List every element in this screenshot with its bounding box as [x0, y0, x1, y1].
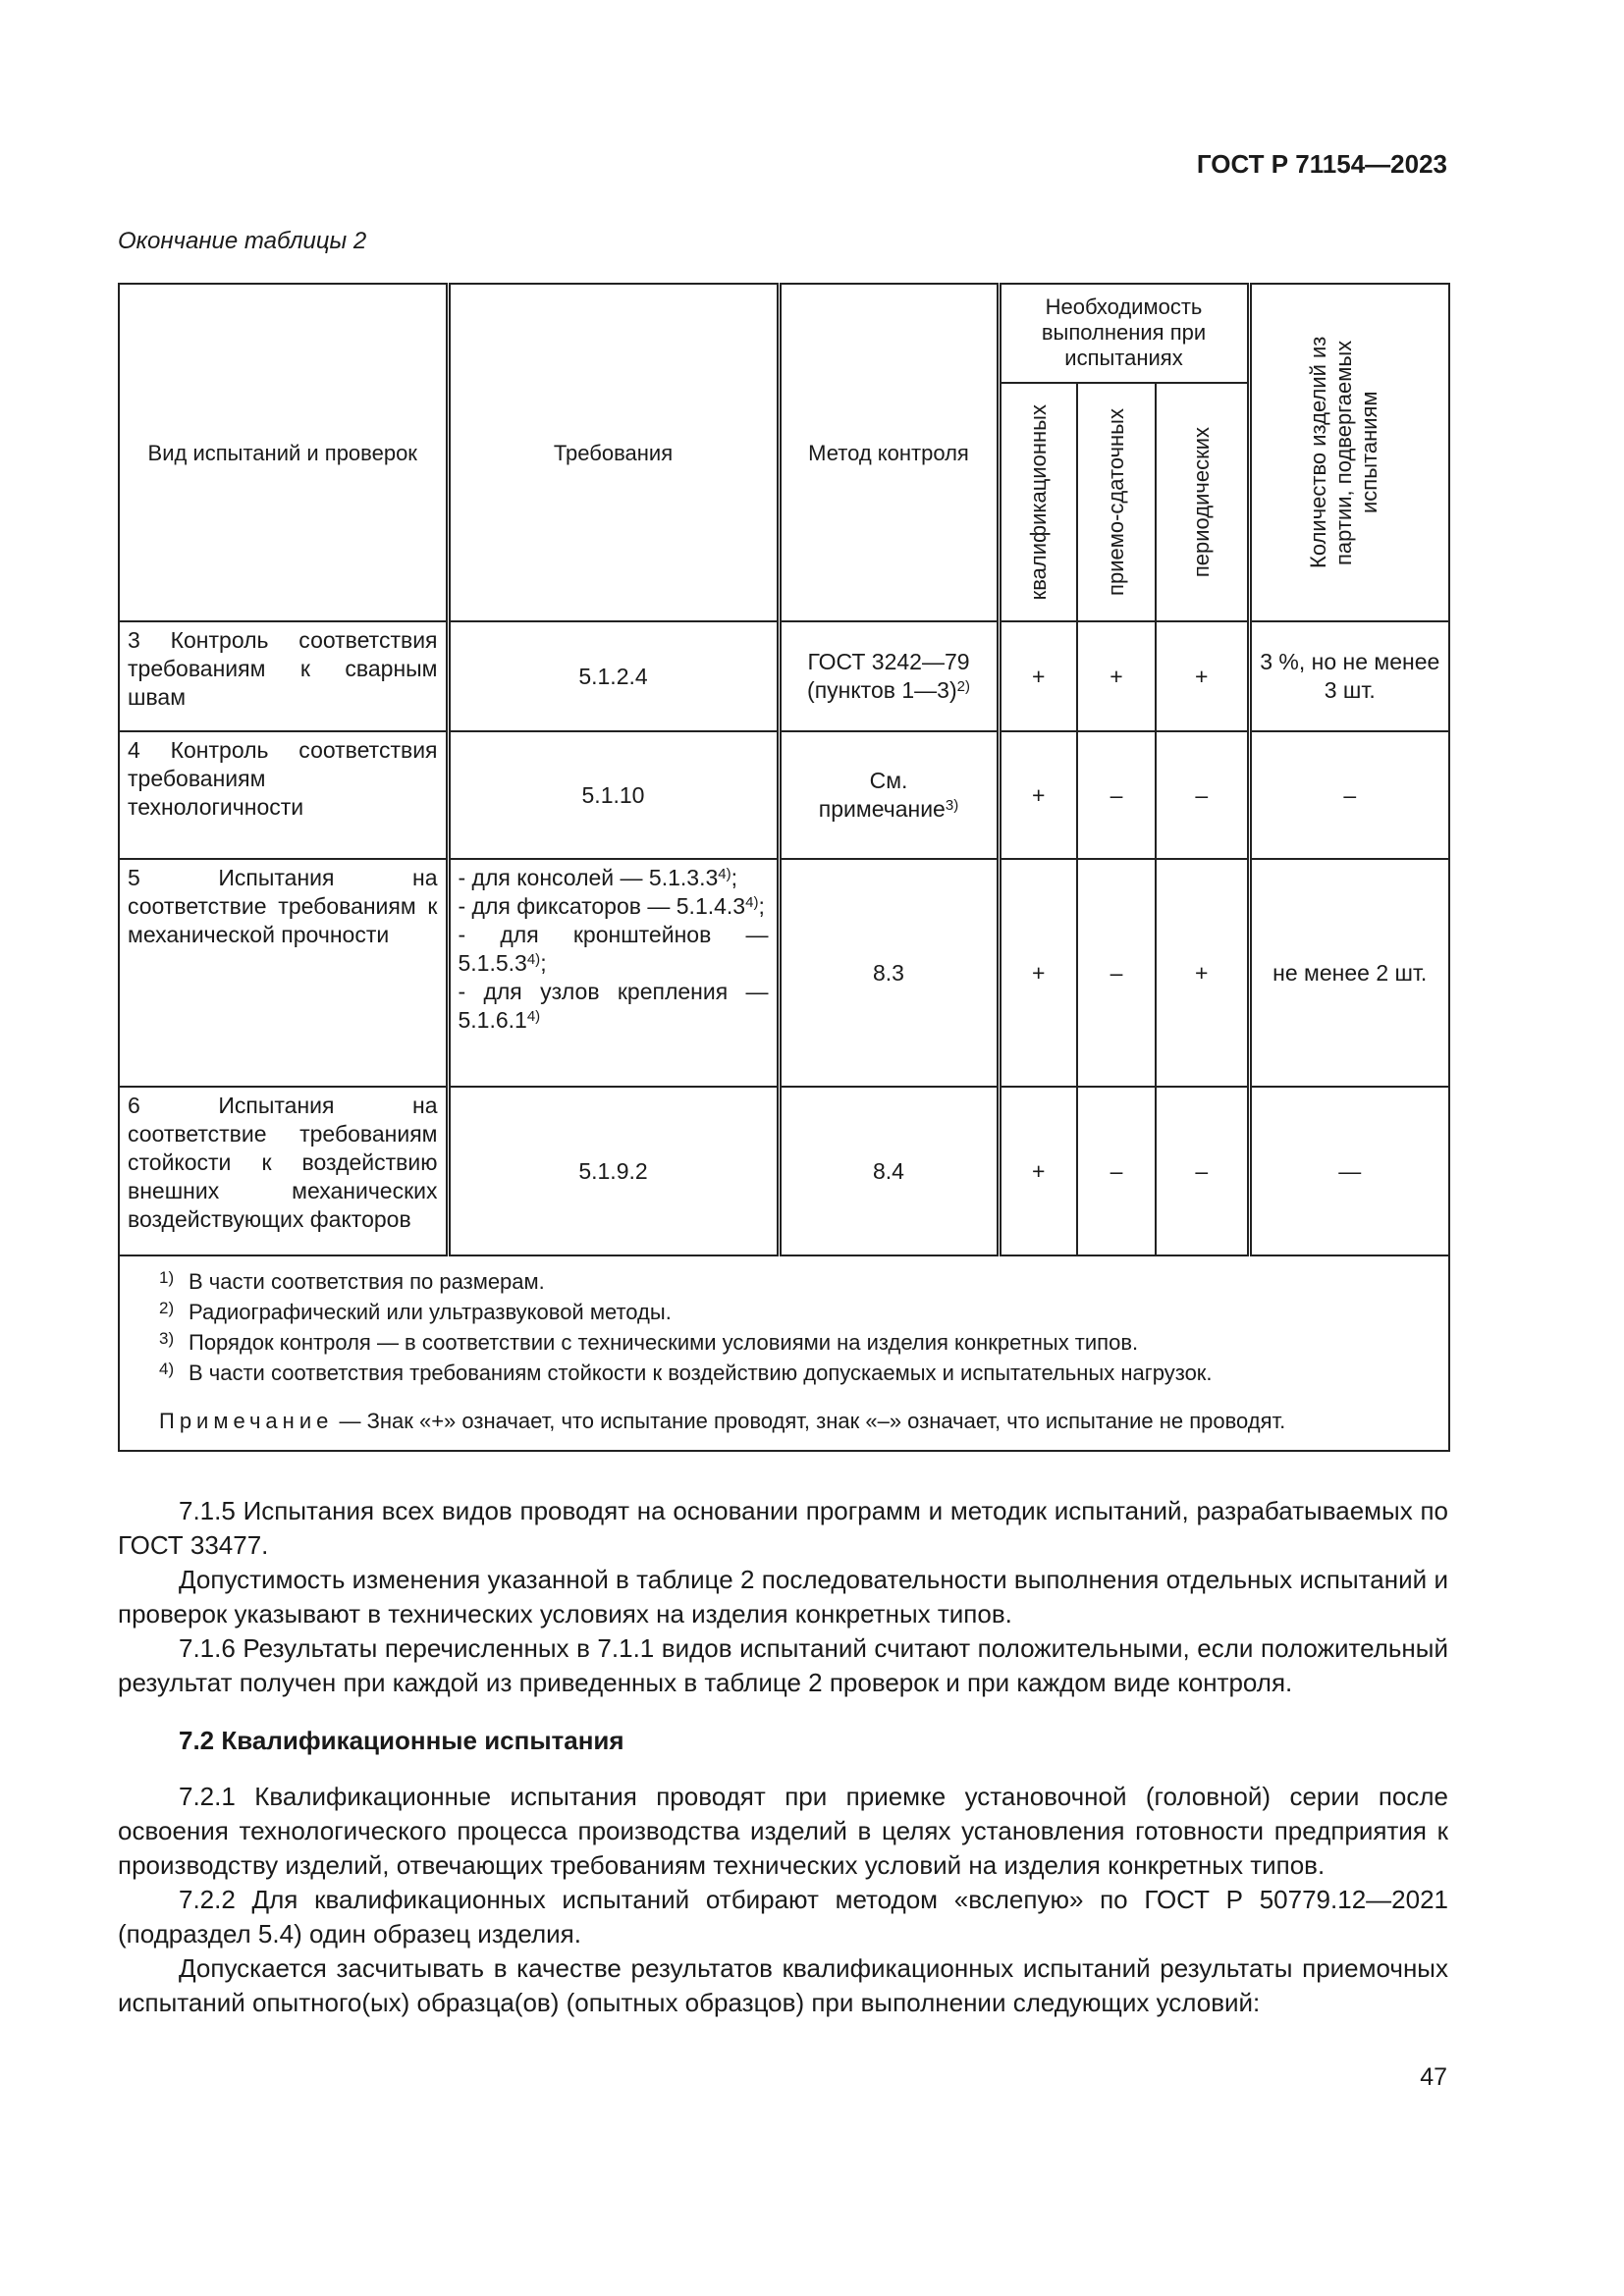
table-footnotes — [119, 1255, 1449, 1451]
row-type: 4 Контроль соответствия требованиям технологичности — [119, 731, 448, 859]
row-type: 6 Испытания на соответствие требованиям стойкости к воздействию внешних механических воздействующих факторов — [119, 1087, 448, 1255]
table-note — [159, 1406, 1409, 1436]
requirement-item: - для консолей — 5.1.3.3$^{4)}$; — [458, 865, 738, 890]
paragraph-7-2-1: 7.2.1 Квалификационные испытания проводят при приемке установочной (головной) серии после освоения технологического процесса производства изделий в целях установления готовности предприятия к производству изделий, отвечающих требованиям технических условий на изделия конкретных типов. — [118, 1782, 1448, 1880]
header-necessity: Необходимость выполнения при испытаниях — [999, 284, 1249, 383]
row-quantity: — — [1249, 1087, 1449, 1255]
row-requirement: 5.1.2.4 — [448, 621, 779, 731]
row-type: 5 Испытания на соответствие требованиям к механической прочности — [119, 859, 448, 1087]
row-quantity: 3 %, но не менее 3 шт. — [1249, 621, 1449, 731]
requirement-item: - для кронштейнов — 5.1.5.3$^{4)}$; — [458, 922, 769, 976]
document-id: ГОСТ Р 71154—2023 — [1196, 149, 1447, 179]
header-quantity-text: Количество изделий из партии, подвергаемых испытаниям — [1305, 336, 1381, 569]
header-periodic-text: периодических — [1188, 426, 1214, 578]
row-requirement: 5.1.10 — [448, 731, 779, 859]
table-row — [119, 621, 1449, 731]
footnote: 1) В части соответствия по размерам. — [159, 1268, 545, 1294]
row-method: 8.4 — [779, 1087, 999, 1255]
table-row — [119, 731, 1449, 859]
row-acceptance-mark: + — [1077, 621, 1156, 731]
header-requirements: Требования — [448, 284, 779, 621]
row-method: ГОСТ 3242—79 (пунктов 1—3)$^{2)}$ — [779, 621, 999, 731]
table-row — [119, 1087, 1449, 1255]
row-method: См. примечание$^{3)}$ — [779, 731, 999, 859]
header-qualification — [999, 383, 1077, 621]
paragraph-7-2-2: 7.2.2 Для квалификационных испытаний отбирают методом «вслепую» по ГОСТ Р 50779.12—2021 (подраздел 5.4) один образец изделия. — [118, 1885, 1448, 1949]
header-method: Метод контроля — [779, 284, 999, 621]
header-acceptance-text: приемо-сдаточных — [1104, 407, 1128, 596]
section-heading-7-2: 7.2 Квалификационные испытания — [179, 1726, 624, 1755]
header-type: Вид испытаний и проверок — [119, 284, 448, 621]
paragraph-7-2-2-cont: Допускается засчитывать в качестве результатов квалификационных испытаний результаты приемочных испытаний опытного(ых) образца(ов) (опытных образцов) при выполнении следующих условий: — [118, 1953, 1448, 2017]
row-qualification-mark: + — [999, 1087, 1077, 1255]
footnote: 4) В части соответствия требованиям стойкости к воздействию допускаемых и испытательных нагрузок. — [159, 1360, 1213, 1385]
row-qualification-mark: + — [999, 621, 1077, 731]
requirement-item: - для узлов крепления — 5.1.6.1$^{4)}$ — [458, 979, 769, 1033]
row-quantity: не менее 2 шт. — [1249, 859, 1449, 1087]
header-periodic — [1156, 383, 1249, 621]
requirement-item: - для фиксаторов — 5.1.4.3$^{4)}$; — [458, 893, 765, 919]
row-quantity: – — [1249, 731, 1449, 859]
footnote: 2) Радиографический или ультразвуковой методы. — [159, 1299, 672, 1324]
note-text: — Знак «+» означает, что испытание проводят, знак «–» означает, что испытание не проводят. — [333, 1409, 1286, 1433]
footnote: 3) Порядок контроля — в соответствии с техническими условиями на изделия конкретных типов. — [159, 1329, 1139, 1355]
header-quantity — [1249, 284, 1449, 621]
paragraph-7-1-5: 7.1.5 Испытания всех видов проводят на основании программ и методик испытаний, разрабатываемых по ГОСТ 33477. — [118, 1496, 1448, 1560]
paragraph-7-1-6: 7.1.6 Результаты перечисленных в 7.1.1 видов испытаний считают положительными, если положительный результат получен при каждой из приведенных в таблице 2 проверок и при каждом виде контроля. — [118, 1633, 1448, 1697]
paragraph-7-1-5-cont: Допустимость изменения указанной в таблице 2 последовательности выполнения отдельных испытаний и проверок указывают в технических условиях на изделия конкретных типов. — [118, 1565, 1448, 1629]
row-requirement-list — [448, 859, 779, 1087]
page-number: 47 — [1420, 2063, 1447, 2091]
table-row — [119, 859, 1449, 1087]
table-caption: Окончание таблицы 2 — [118, 228, 367, 254]
row-periodic-mark: + — [1156, 621, 1249, 731]
body-text — [118, 1494, 1448, 2020]
row-type: 3 Контроль соответствия требованиям к сварным швам — [119, 621, 448, 731]
row-qualification-mark: + — [999, 859, 1077, 1087]
requirements-table — [118, 283, 1450, 1452]
header-acceptance — [1077, 383, 1156, 621]
row-periodic-mark: – — [1156, 1087, 1249, 1255]
header-qualification-text: квалификационных — [1025, 403, 1051, 601]
row-requirement: 5.1.9.2 — [448, 1087, 779, 1255]
row-acceptance-mark: – — [1077, 731, 1156, 859]
row-periodic-mark: – — [1156, 731, 1249, 859]
note-label: Примечание — [159, 1409, 334, 1433]
row-qualification-mark: + — [999, 731, 1077, 859]
row-acceptance-mark: – — [1077, 859, 1156, 1087]
row-method: 8.3 — [779, 859, 999, 1087]
row-periodic-mark: + — [1156, 859, 1249, 1087]
row-acceptance-mark: – — [1077, 1087, 1156, 1255]
